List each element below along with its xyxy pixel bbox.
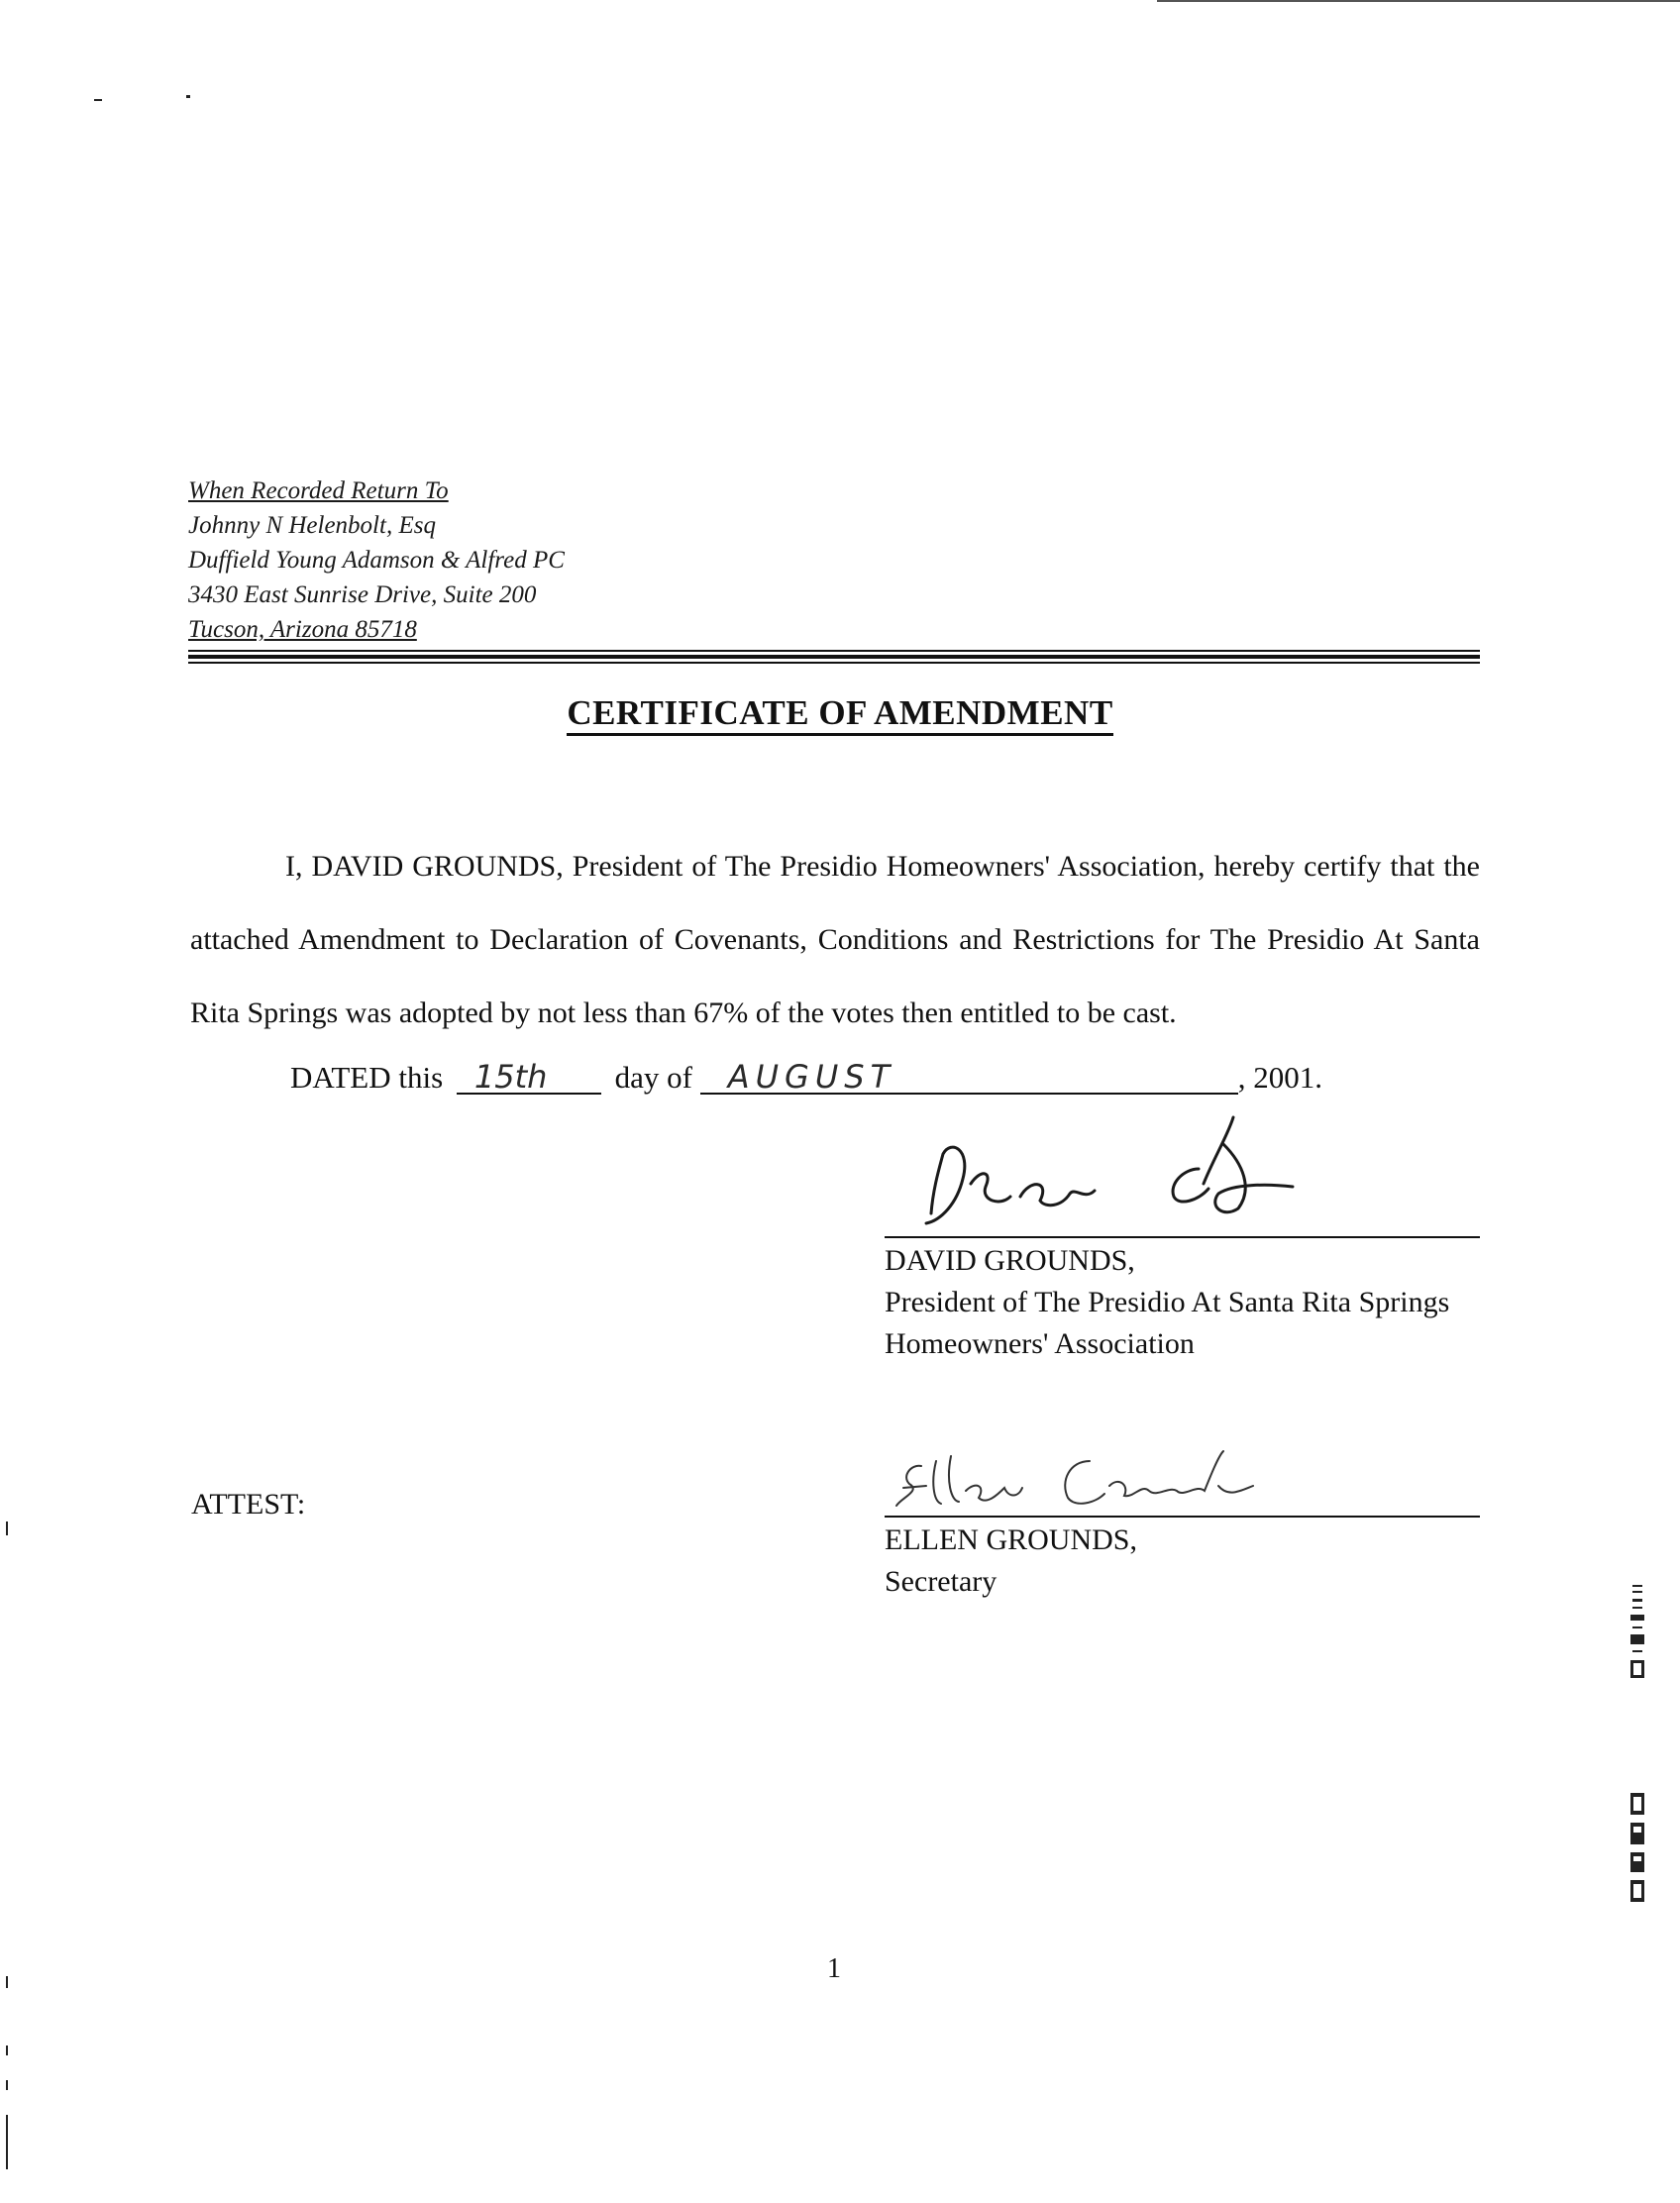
day-field <box>457 1058 601 1096</box>
scan-speck <box>6 2046 8 2055</box>
president-signature-line <box>885 1236 1480 1238</box>
month-value: AUGUST <box>727 1058 896 1096</box>
scan-speck <box>186 95 190 98</box>
secretary-signature-line <box>885 1516 1480 1518</box>
day-of-label: day of <box>614 1060 692 1095</box>
return-address-block <box>188 473 565 647</box>
president-block <box>885 1240 1449 1365</box>
secretary-name: ELLEN GROUNDS, <box>885 1523 1137 1556</box>
return-heading: When Recorded Return To <box>188 477 449 504</box>
scan-speck <box>6 1976 8 1988</box>
return-line-firm: Duffield Young Adamson & Alfred PC <box>188 547 565 574</box>
president-title-line2: Homeowners' Association <box>885 1327 1195 1360</box>
scan-speck <box>94 99 102 101</box>
header-rule-thin <box>188 662 1480 664</box>
return-line-city: Tucson, Arizona 85718 <box>188 616 417 643</box>
recording-stamp <box>1625 1585 1654 1912</box>
header-rule-thick <box>188 655 1480 659</box>
day-value: 15th <box>473 1058 548 1096</box>
secretary-title: Secretary <box>885 1565 998 1598</box>
scan-artifact-top-line <box>1157 0 1680 2</box>
president-signature <box>872 1109 1387 1238</box>
president-name: DAVID GROUNDS, <box>885 1244 1135 1277</box>
return-line-street: 3430 East Sunrise Drive, Suite 200 <box>188 581 537 608</box>
dated-prefix: DATED this <box>290 1060 444 1095</box>
page-number: 1 <box>827 1953 841 1984</box>
scan-speck <box>6 2115 8 2169</box>
scan-speck <box>6 1521 8 1535</box>
recording-stamp-graphic <box>1625 1585 1654 1912</box>
month-field <box>700 1058 1238 1096</box>
secretary-signature <box>882 1436 1357 1516</box>
header-rule-thin <box>188 650 1480 652</box>
document-title-text: CERTIFICATE OF AMENDMENT <box>567 693 1112 736</box>
return-line-attorney: Johnny N Helenbolt, Esq <box>188 512 436 539</box>
dated-line <box>290 1060 1322 1096</box>
secretary-block <box>885 1520 1137 1603</box>
document-title <box>0 693 1680 733</box>
scan-speck <box>6 2080 8 2090</box>
year-suffix: , 2001. <box>1237 1060 1322 1095</box>
certification-paragraph: I, DAVID GROUNDS, President of The Presidio Homeowners' Association, hereby certify that the attached Amendment to Declaration of Covenants, Conditions and Restrictions for The Presidio At Santa Rita Springs was adopted by not less than 67% of the votes then entitled to be cast. <box>190 850 1480 1029</box>
president-title-line1: President of The Presidio At Santa Rita Springs <box>885 1286 1450 1318</box>
attest-label: ATTEST: <box>191 1488 306 1521</box>
